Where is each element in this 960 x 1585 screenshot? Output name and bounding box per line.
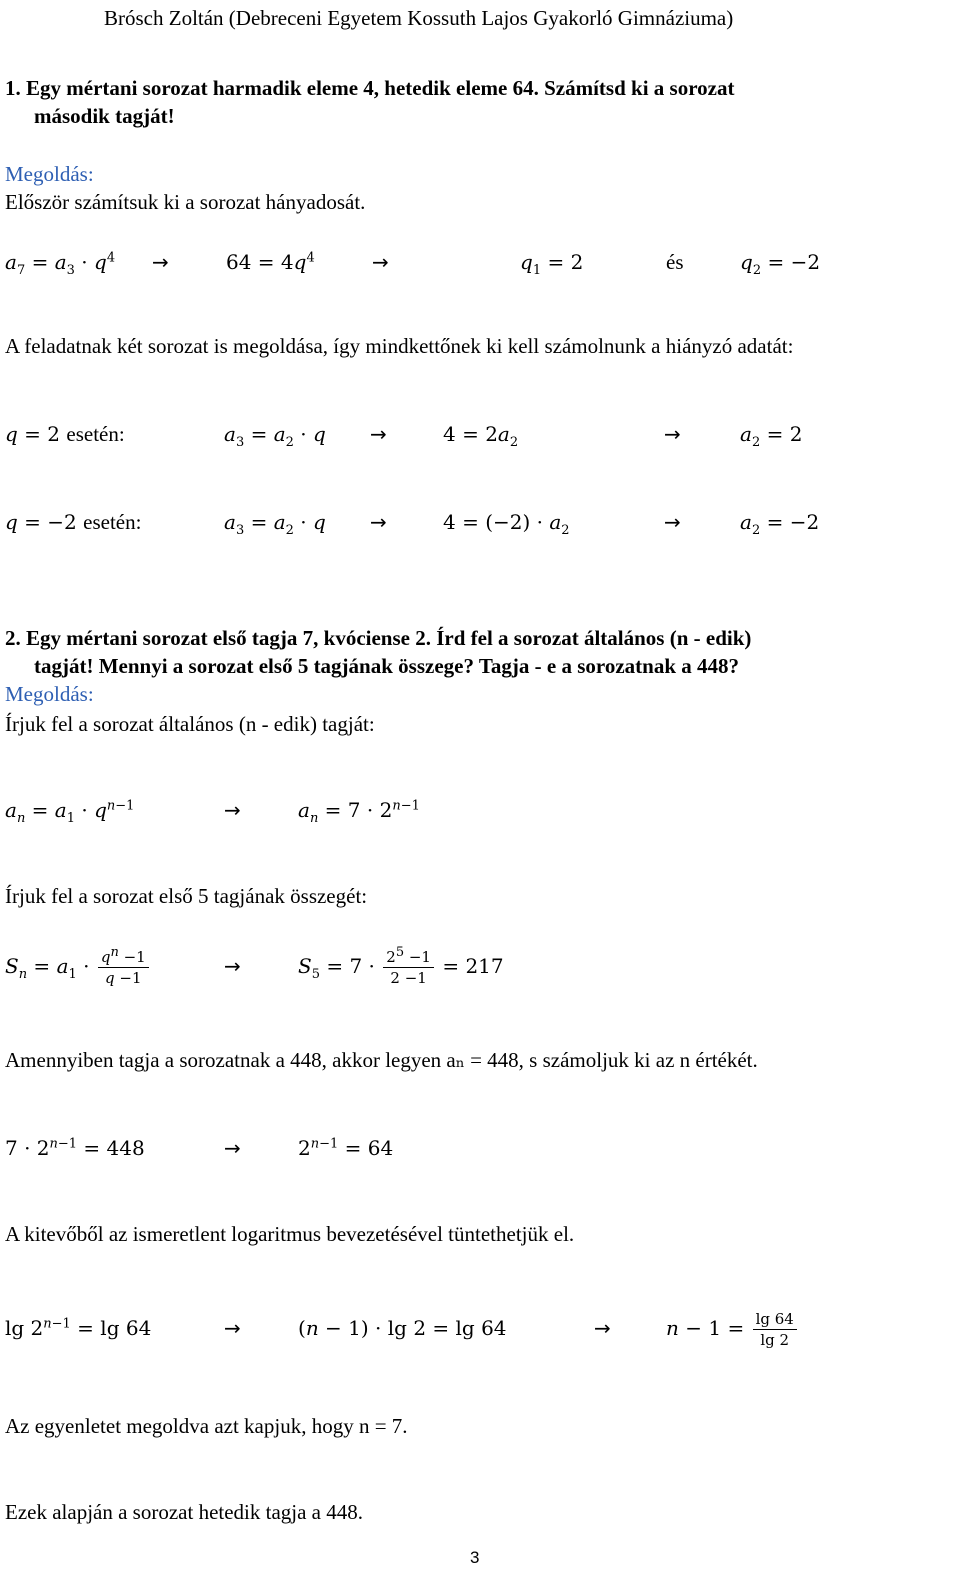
conclusion-text: Ezek alapján a sorozat hetedik tagja a 448. xyxy=(5,1500,364,1524)
equation-a7: $a_7 = a_3 \cdot q^4$ xyxy=(5,250,116,278)
problem-2-text-line-2: tagját! Mennyi a sorozat első 5 tagjának összege? Tagja - e a sorozatnak a 448? xyxy=(34,654,740,678)
equation-64-power: $2^{n-1} = 64$ xyxy=(298,1136,394,1160)
result-a2-neg: $a_2 = -2$ xyxy=(740,510,820,538)
arrow-icon: → xyxy=(664,422,681,446)
arrow-icon: → xyxy=(224,954,241,978)
arrow-icon: → xyxy=(224,1136,241,1160)
problem-1-text-line-2: második tagját! xyxy=(34,104,175,128)
arrow-icon: → xyxy=(370,510,387,534)
log-text: A kitevőből az ismeretlent logaritmus bevezetésével tüntethetjük el. xyxy=(5,1222,575,1246)
member-text: Amennyiben tagja a sorozatnak a 448, akkor legyen aₙ = 448, s számoljuk ki az n értékét. xyxy=(5,1048,758,1072)
arrow-icon: → xyxy=(664,510,681,534)
arrow-icon: → xyxy=(224,1316,241,1340)
equation-an-specific: $a_n = 7 \cdot 2^{n-1}$ xyxy=(298,798,420,826)
arrow-icon: → xyxy=(224,798,241,822)
arrow-icon: → xyxy=(152,250,169,274)
and-word: és xyxy=(666,250,684,274)
problem-2-text-line-1: 2. Egy mértani sorozat első tagja 7, kvóciense 2. Írd fel a sorozat általános (n - edik) xyxy=(5,626,752,650)
solution-label-1: Megoldás: xyxy=(5,162,94,186)
intro-text: Először számítsuk ki a sorozat hányadosát. xyxy=(5,190,366,214)
arrow-icon: → xyxy=(594,1316,611,1340)
equation-64: $64 = 4q^4$ xyxy=(226,250,315,274)
equation-lg-3: n − 1 = $\frac{\lg 64}{\lg 2}$ xyxy=(666,1306,799,1350)
page-number: 3 xyxy=(470,1548,480,1567)
equation-sn-general: $S_n = a_1$ · $\frac{q^n -1}{q -1}$ xyxy=(5,944,151,988)
sum-text: Írjuk fel a sorozat első 5 tagjának összegét: xyxy=(5,884,368,908)
equation-448: $7 \cdot 2^{n-1} = 448$ xyxy=(5,1136,145,1160)
equation-q2: $q_2 = -2$ xyxy=(740,250,821,278)
page-header: Brósch Zoltán (Debreceni Egyetem Kossuth Lajos Gyakorló Gimnáziuma) xyxy=(104,6,734,30)
case-q-2: q = 2 esetén: xyxy=(5,422,125,446)
equation-an-general: $a_n = a_1 \cdot q^{n-1}$ xyxy=(5,798,135,826)
arrow-icon: → xyxy=(372,250,389,274)
both-sequences-text: A feladatnak két sorozat is megoldása, így mindkettőnek ki kell számolnunk a hiányzó adatát: xyxy=(5,334,794,358)
equation-a3: $a_3 = a_2 \cdot q$ xyxy=(224,422,326,450)
solve-text: Az egyenletet megoldva azt kapjuk, hogy n = 7. xyxy=(5,1414,408,1438)
arrow-icon: → xyxy=(370,422,387,446)
general-term-text: Írjuk fel a sorozat általános (n - edik) tagját: xyxy=(5,712,375,736)
solution-label-2: Megoldás: xyxy=(5,682,94,706)
problem-1-text-line-1: 1. Egy mértani sorozat harmadik eleme 4, hetedik eleme 64. Számítsd ki a sorozat xyxy=(5,76,735,100)
equation-lg-1: $\lg 2^{n-1} = \lg 64$ xyxy=(5,1316,152,1340)
equation-q1: $q_1 = 2$ xyxy=(520,250,584,278)
equation-a3: $a_3 = a_2 \cdot q$ xyxy=(224,510,326,538)
equation-s5: $S_5 = 7$ · $\frac{2^5 -1}{2 -1}$ = 217 xyxy=(298,945,504,987)
equation-4-neg2a2: $4 = (-2) \cdot a_2$ xyxy=(443,510,570,538)
case-q-neg2: q = −2 esetén: xyxy=(5,510,142,534)
equation-lg-2: (n − 1) · lg 2 = lg 64 xyxy=(298,1316,507,1340)
equation-4-2a2: $4 = 2a_2$ xyxy=(443,422,519,450)
result-a2-pos: $a_2 = 2$ xyxy=(740,422,803,450)
